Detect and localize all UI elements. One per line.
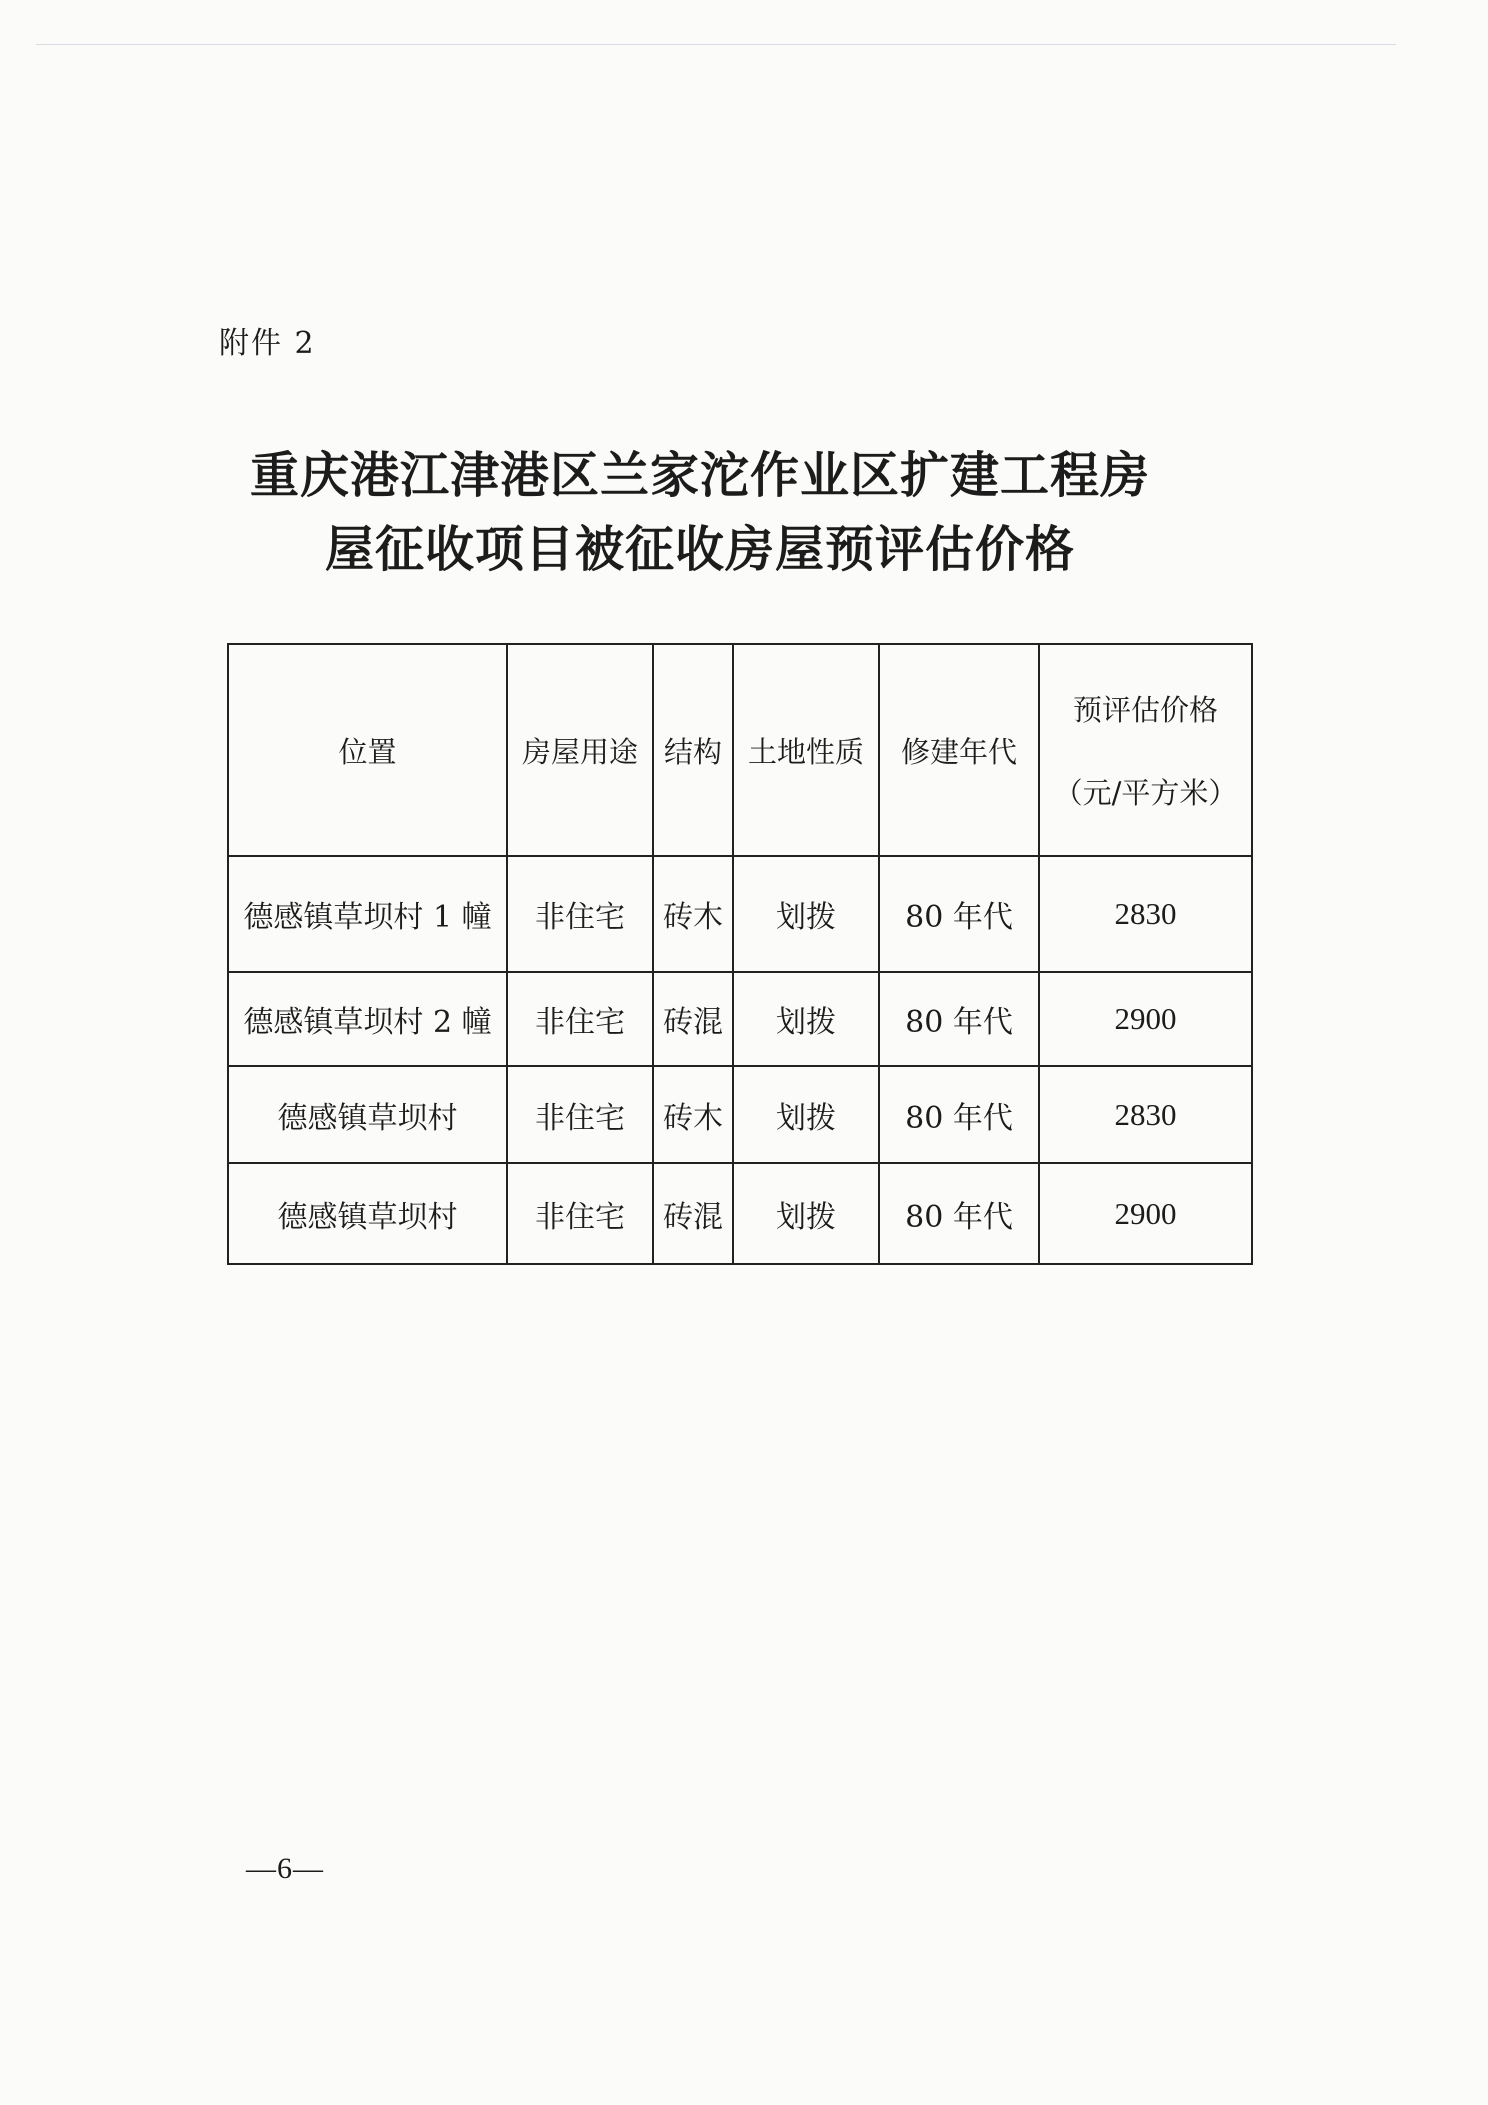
table-row [228,972,1252,1066]
cell-location: 德感镇草坝村 1 幢 [228,856,507,972]
scan-top-rule [36,44,1396,45]
header-usage: 房屋用途 [507,644,653,856]
cell-usage: 非住宅 [507,856,653,972]
header-price-label: 预评估价格 [1072,693,1218,727]
cell-price: 2900 [1039,1163,1252,1264]
header-structure: 结构 [653,644,733,856]
title-line-2: 屋征收项目被征收房屋预评估价格 [324,520,1075,578]
cell-location: 德感镇草坝村 [228,1163,507,1264]
table-row [228,1066,1252,1163]
header-location: 位置 [228,644,507,856]
cell-build-era: 80 年代 [879,1163,1039,1264]
cell-usage: 非住宅 [507,1066,653,1163]
cell-structure: 砖混 [653,1163,733,1264]
header-price-unit: （元/平方米） [1053,776,1238,810]
cell-build-era: 80 年代 [879,1066,1039,1163]
cell-location: 德感镇草坝村 2 幢 [228,972,507,1066]
cell-price: 2830 [1039,856,1252,972]
header-price [1039,644,1252,856]
cell-structure: 砖木 [653,1066,733,1163]
table-row [228,856,1252,972]
valuation-table [227,643,1253,1265]
title-line-1: 重庆港江津港区兰家沱作业区扩建工程房 [249,446,1150,504]
cell-land-nature: 划拨 [733,1066,879,1163]
cell-price: 2900 [1039,972,1252,1066]
cell-land-nature: 划拨 [733,1163,879,1264]
header-land-nature: 土地性质 [733,644,879,856]
cell-land-nature: 划拨 [733,856,879,972]
cell-usage: 非住宅 [507,1163,653,1264]
cell-build-era: 80 年代 [879,856,1039,972]
header-build-era: 修建年代 [879,644,1039,856]
table-row [228,1163,1252,1264]
page-number: —6— [246,1852,324,1885]
cell-structure: 砖木 [653,856,733,972]
cell-location: 德感镇草坝村 [228,1066,507,1163]
table-header-row [228,644,1252,856]
cell-structure: 砖混 [653,972,733,1066]
cell-price: 2830 [1039,1066,1252,1163]
cell-usage: 非住宅 [507,972,653,1066]
cell-land-nature: 划拨 [733,972,879,1066]
attachment-label: 附件 2 [219,326,316,361]
cell-build-era: 80 年代 [879,972,1039,1066]
document-title [200,438,1200,586]
